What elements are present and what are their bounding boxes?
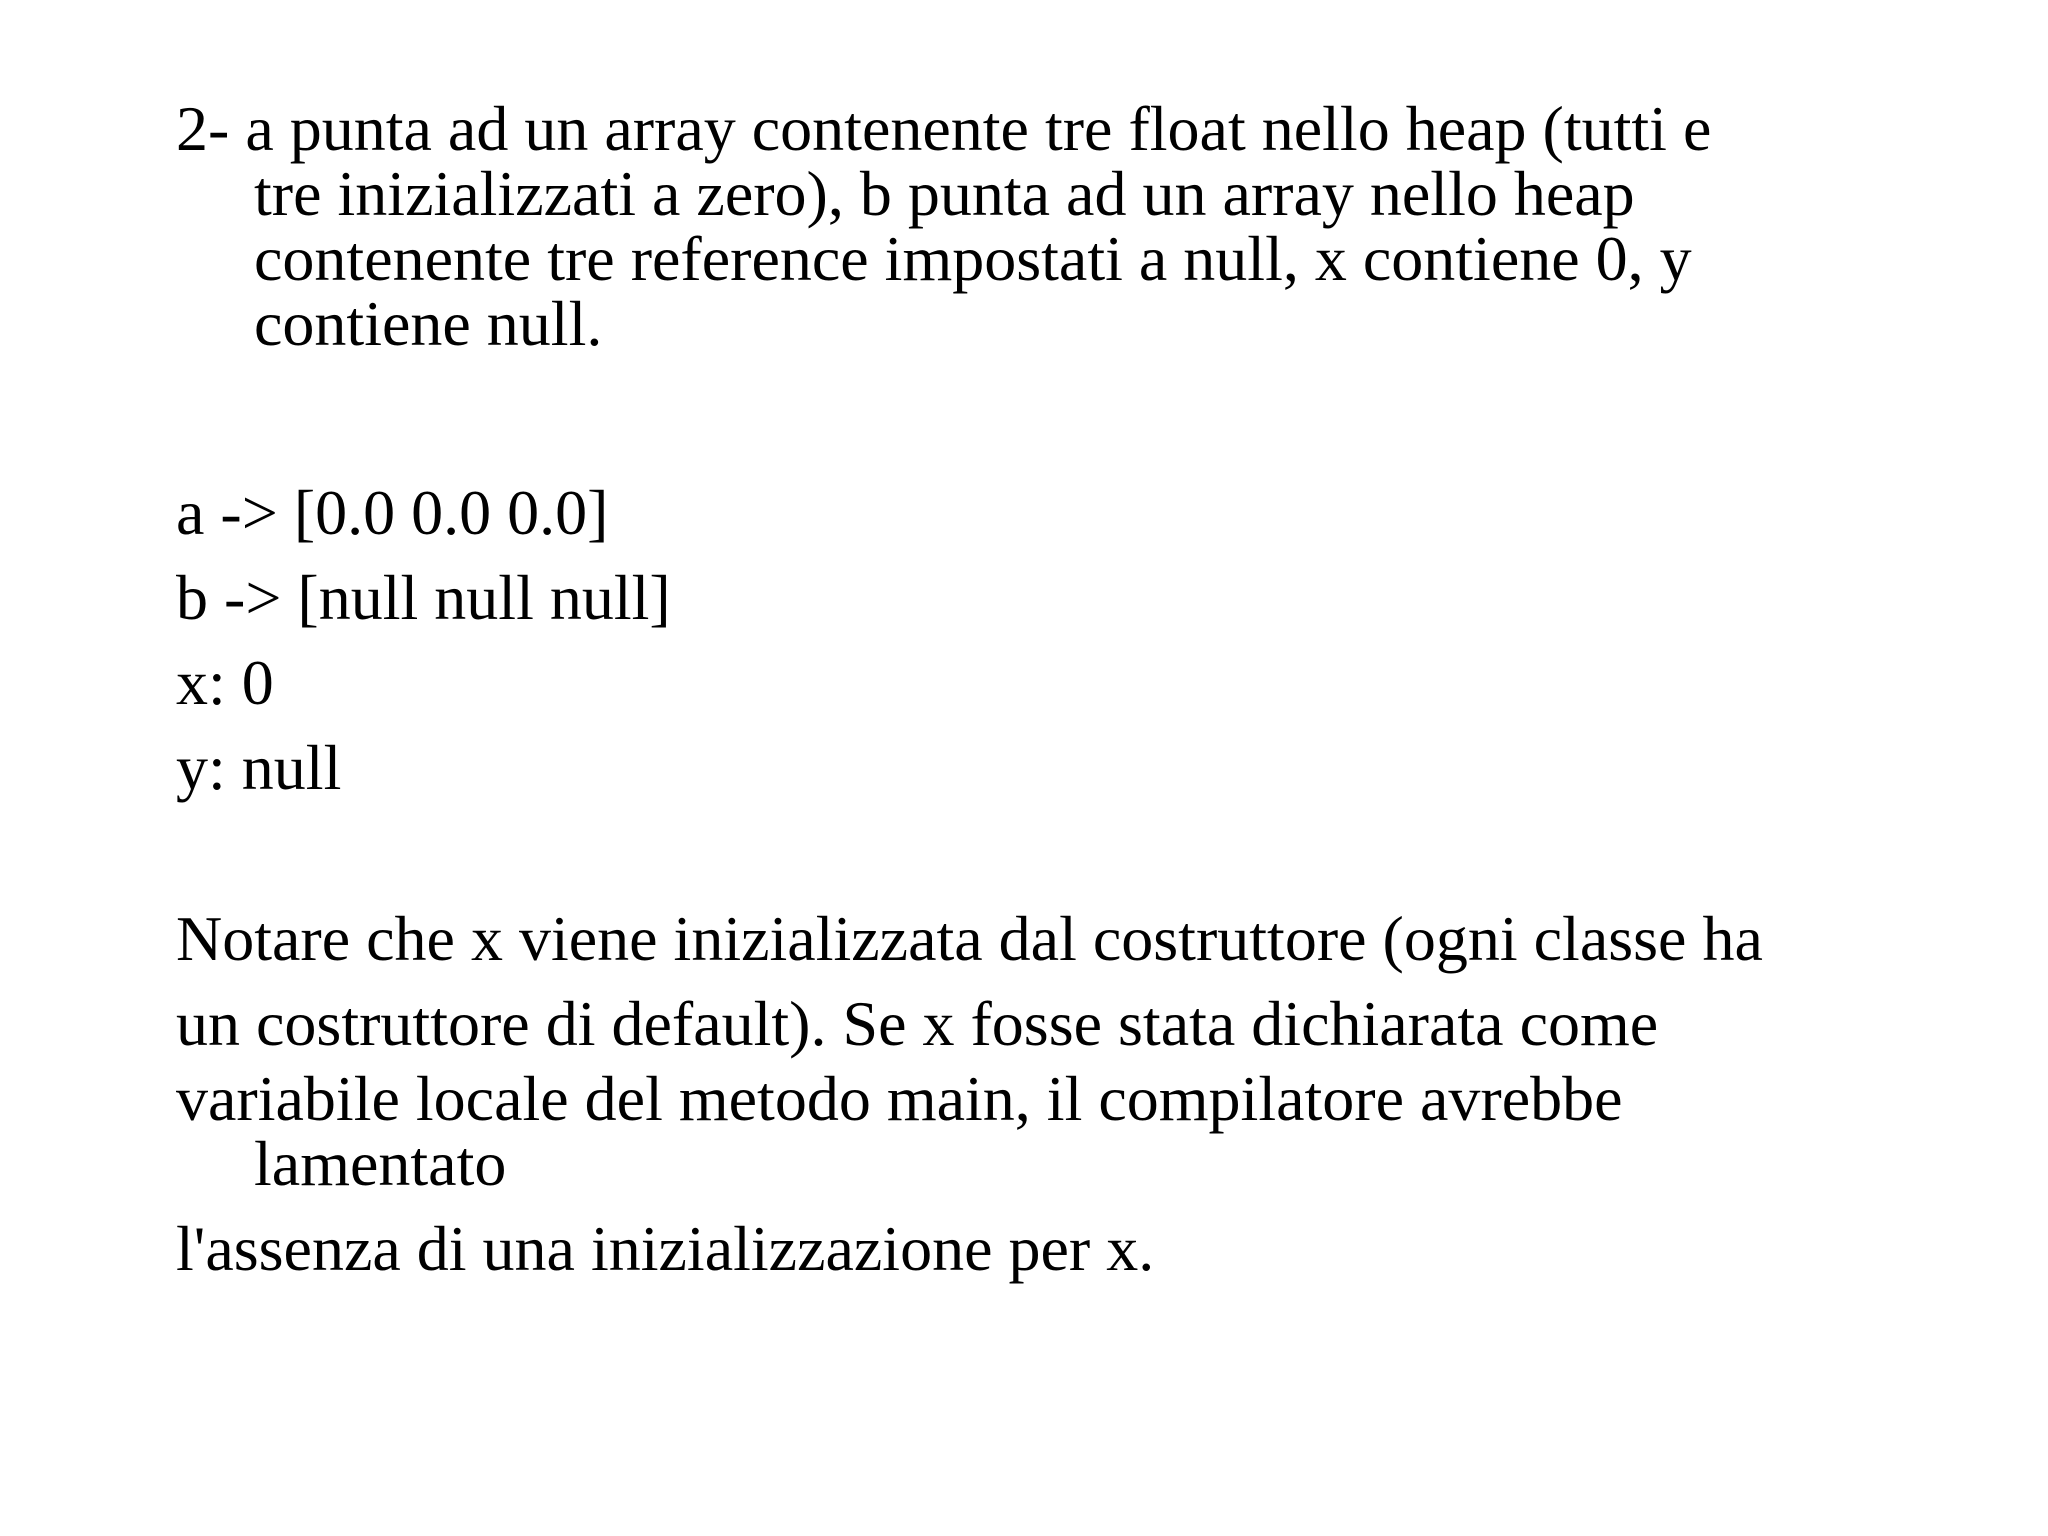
state-line-a: a -> [0.0 0.0 0.0]	[176, 477, 609, 548]
note-line-5: l'assenza di una inizializzazione per x.	[176, 1213, 1155, 1284]
answer-paragraph	[176, 93, 1936, 359]
state-line-y: y: null	[176, 732, 342, 803]
note-line-3: variabile locale del metodo main, il compilatore avrebbe	[176, 1063, 1623, 1134]
answer-line-2: tre inizializzati a zero), b punta ad un array nello heap	[254, 158, 1635, 229]
note-line-1: Notare che x viene inizializzata dal costruttore (ogni classe ha	[176, 903, 1763, 974]
variable-state-block	[176, 470, 1936, 810]
note-paragraph	[176, 896, 1936, 1291]
answer-line-3: contenente tre reference impostati a null, x contiene 0, y	[254, 223, 1692, 294]
state-line-b: b -> [null null null]	[176, 562, 671, 633]
answer-line-1: 2- a punta ad un array contenente tre float nello heap (tutti e	[176, 93, 1712, 164]
note-line-4: lamentato	[254, 1128, 507, 1199]
answer-line-4: contiene null.	[254, 288, 603, 359]
state-line-x: x: 0	[176, 647, 274, 718]
note-line-2: un costruttore di default). Se x fosse stata dichiarata come	[176, 988, 1659, 1059]
